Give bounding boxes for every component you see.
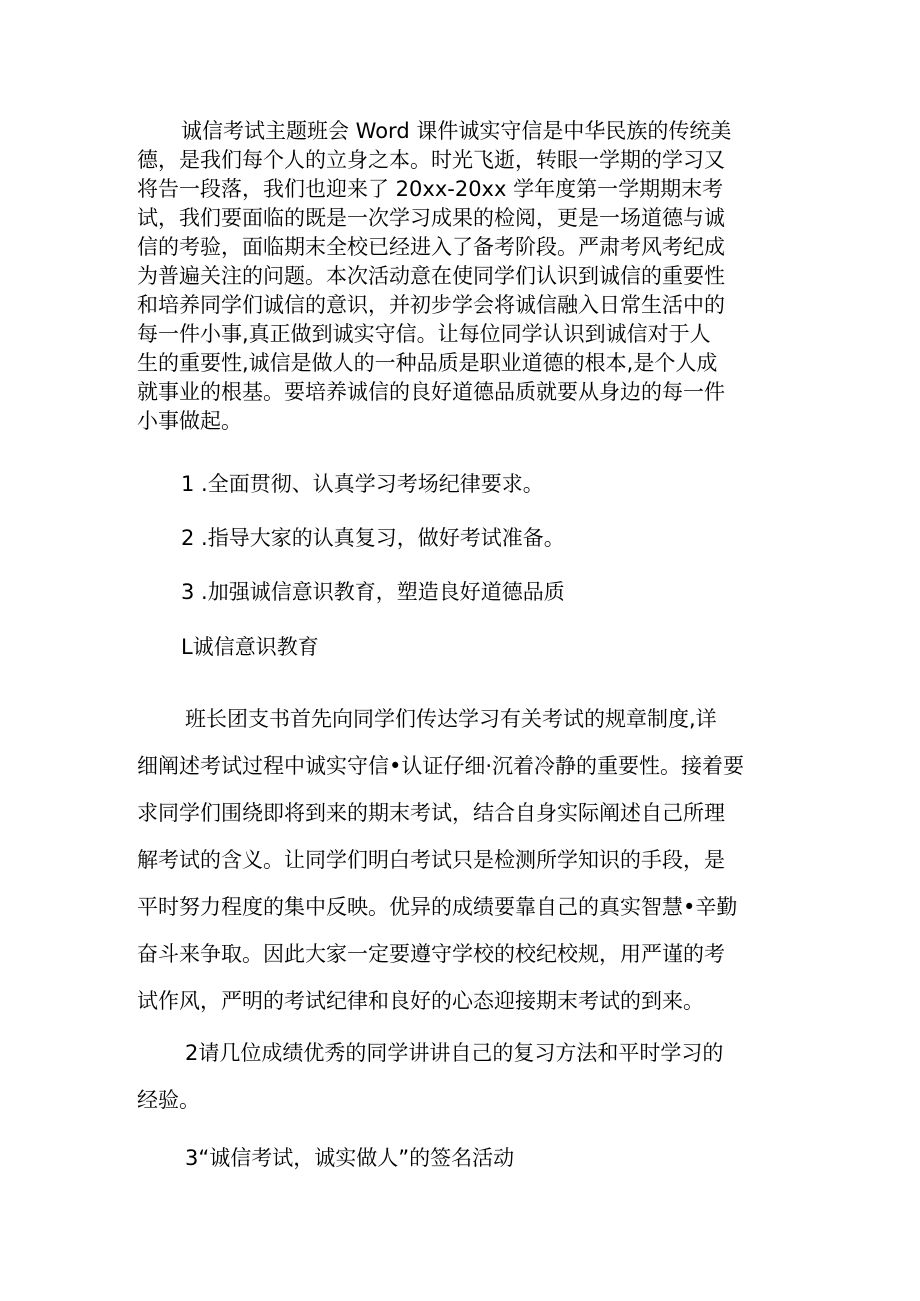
section1-line: 平时努力程度的集中反映。优异的成绩要靠自己的真实智慧•辛勤	[137, 895, 738, 919]
section-heading: L诚信意识教育	[181, 635, 319, 659]
intro-line: 信的考验，面临期末全校已经进入了备考阶段。严肃考风考纪成	[137, 235, 725, 259]
section1-line: 奋斗来争取。因此大家一定要遵守学校的校纪校规，用严谨的考	[137, 942, 725, 966]
intro-line: 将告一段落，我们也迎来了 20xx-20xx 学年度第一学期期末考	[137, 177, 724, 201]
intro-line: 小事做起。	[137, 409, 242, 433]
section1-line: 细阐述考试过程中诚实守信•认证仔细·沉着冷静的重要性。接着要	[137, 754, 745, 778]
section1-line: 解考试的含义。让同学们明白考试只是检测所学知识的手段，是	[137, 848, 725, 872]
section1-line: 班长团支书首先向同学们传达学习有关考试的规章制度,详	[185, 707, 717, 731]
intro-line: 和培养同学们诚信的意识，并初步学会将诚信融入日常生活中的	[137, 293, 725, 317]
intro-line: 诚信考试主题班会 Word 课件诚实守信是中华民族的传统美	[181, 119, 732, 143]
intro-line: 为普遍关注的问题。本次活动意在使同学们认识到诚信的重要性	[137, 264, 725, 288]
section1-line: 试作风，严明的考试纪律和良好的心态迎接期末考试的到来。	[137, 989, 704, 1013]
section1-paragraph	[137, 696, 744, 1025]
intro-line: 试，我们要面临的既是一次学习成果的检阅，更是一场道德与诚	[137, 206, 725, 230]
section2-paragraph	[137, 1030, 723, 1124]
section2-line: 2请几位成绩优秀的同学讲讲自己的复习方法和平时学习的	[185, 1041, 724, 1065]
intro-paragraph	[137, 117, 731, 436]
intro-line: 就事业的根基。要培养诚信的良好道德品质就要从身边的每一件	[137, 380, 725, 404]
goal-item-3: 3 .加强诚信意识教育，塑造良好道德品质	[181, 580, 565, 604]
intro-line: 德，是我们每个人的立身之本。时光飞逝，转眼一学期的学习又	[137, 148, 725, 172]
section1-line: 求同学们围绕即将到来的期末考试，结合自身实际阐述自己所理	[137, 801, 725, 825]
section2-line: 经验。	[137, 1088, 200, 1112]
goal-item-2: 2 .指导大家的认真复习，做好考试准备。	[181, 526, 565, 550]
section3-heading: 3“诚信考试，诚实做人”的签名活动	[185, 1146, 515, 1170]
intro-line: 每一件小事,真正做到诚实守信。让每位同学认识到诚信对于人	[137, 322, 711, 346]
goal-item-1: 1 .全面贯彻、认真学习考场纪律要求。	[181, 472, 544, 496]
intro-line: 生的重要性,诚信是做人的一种品质是职业道德的根本,是个人成	[137, 351, 718, 375]
